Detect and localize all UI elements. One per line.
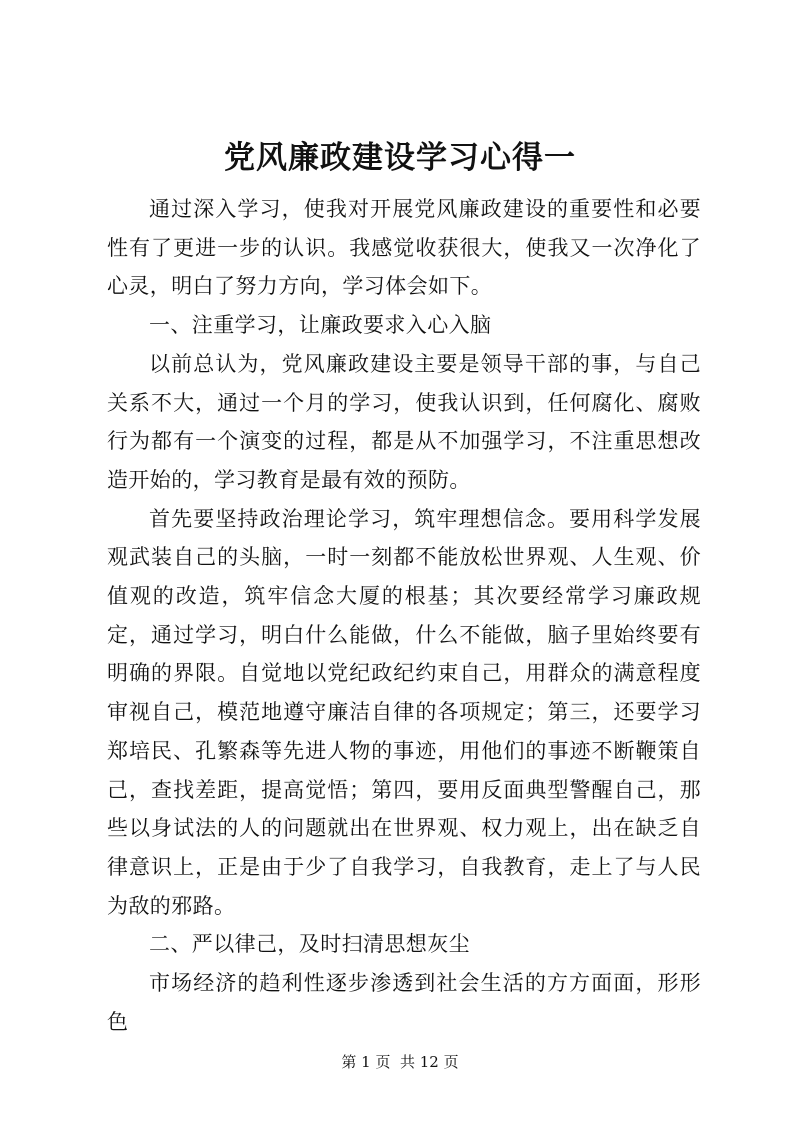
document-title: 党风廉政建设学习心得一	[224, 140, 576, 176]
section-heading-2: 二、严以律己，及时扫清思想灰尘	[149, 932, 470, 957]
paragraph-3: 市场经济的趋利性逐步渗透到社会生活的方方面面，形形色	[107, 971, 701, 1034]
section-heading-1: 一、注重学习，让廉政要求入心入脑	[149, 313, 492, 338]
paragraph-1: 以前总认为，党风廉政建设主要是领导干部的事，与自己关系不大，通过一个月的学习，使我认识到，任何腐化、腐败行为都有一个演变的过程，都是从不加强学习，不注重思想改造开始的，学习教育是最有效的预防。	[107, 351, 701, 492]
paragraph-2: 首先要坚持政治理论学习，筑牢理想信念。要用科学发展观武装自己的头脑，一时一刻都不能放松世界观、人生观、价值观的改造，筑牢信念大厦的根基；其次要经常学习廉政规定，通过学习，明白什么能做，什么不能做，脑子里始终要有明确的界限。自觉地以党纪政纪约束自己，用群众的满意程度审视自己，模范地遵守廉洁自律的各项规定；第三，还要学习郑培民、孔繁森等先进人物的事迹，用他们的事迹不断鞭策自己，查找差距，提高觉悟；第四，要用反面典型警醒自己，那些以身试法的人的问题就出在世界观、权力观上，出在缺乏自律意识上，正是由于少了自我学习，自我教育，走上了与人民为敌的邪路。	[107, 506, 701, 918]
paragraph-intro: 通过深入学习，使我对开展党风廉政建设的重要性和必要性有了更进一步的认识。我感觉收获很大，使我又一次净化了心灵，明白了努力方向，学习体会如下。	[107, 197, 701, 299]
document-body	[107, 190, 701, 1041]
page-number-label: 第 1 页 共 12 页	[341, 1053, 459, 1071]
page-footer	[0, 1052, 800, 1072]
